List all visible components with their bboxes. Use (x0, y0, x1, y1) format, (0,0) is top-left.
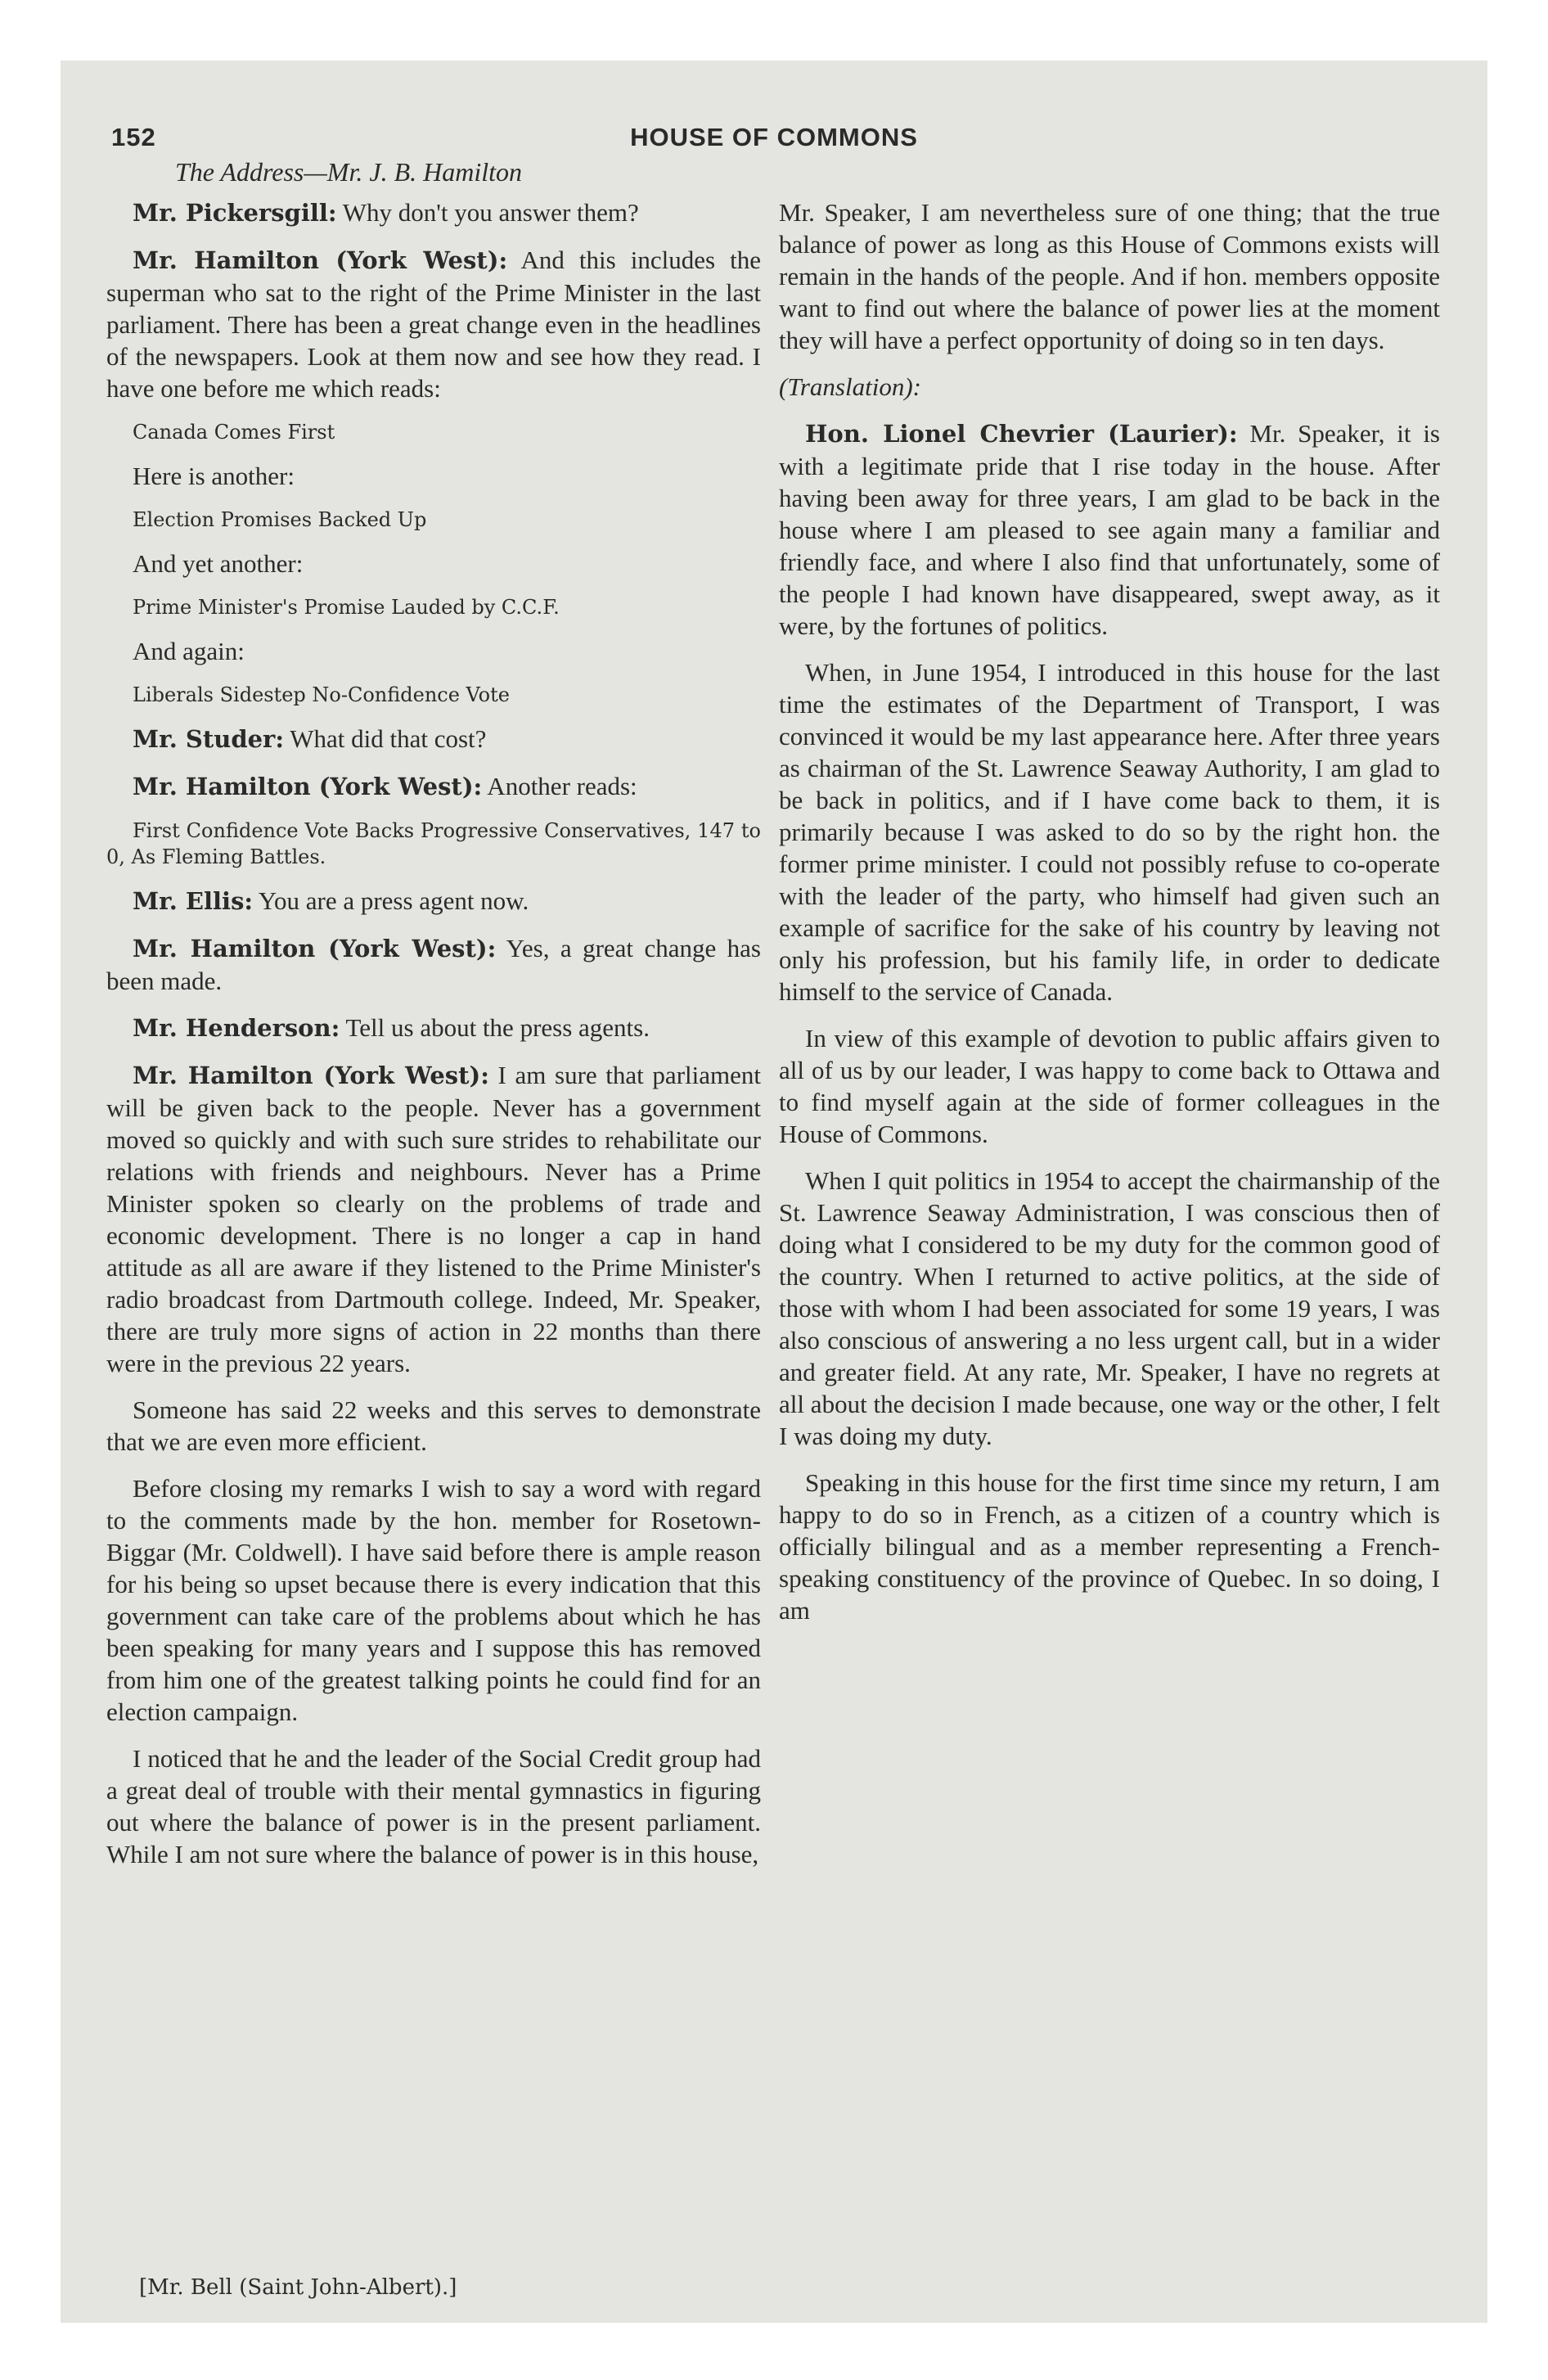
paragraph (106, 1012, 761, 1044)
speaker-name: Mr. Hamilton (York West): (133, 246, 508, 274)
speaker-name: Mr. Ellis: (133, 887, 254, 915)
running-head: The Address—Mr. J. B. Hamilton (175, 157, 522, 187)
paragraph (106, 196, 761, 229)
quoted-headline: Canada Comes First (133, 421, 335, 444)
page (61, 61, 1487, 2323)
paragraph: And again: (133, 637, 245, 665)
translation-note: (Translation): (779, 372, 921, 401)
paragraph: Before closing my remarks I wish to say a word with regard to the comments made by the hon. member for Rosetown-Biggar (Mr. Coldwell). I have said before there is ample reason for his being so upset because there is every indication that this government can take care of the problems about which he has been speaking for many years and I suppose this has removed from him one of the greatest talking points he could find for an election campaign. (106, 1474, 761, 1726)
paragraph (106, 770, 761, 803)
quoted-headline: Prime Minister's Promise Lauded by C.C.F. (133, 596, 560, 619)
page-title: HOUSE OF COMMONS (630, 123, 918, 151)
paragraph: Speaking in this house for the first time since my return, I am happy to do so in French, as a citizen of a country which is officially bilingual and as a member representing a French-speaking constituency of the province of Quebec. In so doing, I am (779, 1468, 1440, 1625)
speech-text: Another reads: (482, 772, 637, 800)
paragraph (106, 244, 761, 404)
speech-text: Why don't you answer them? (336, 198, 639, 227)
paragraph: When, in June 1954, I introduced in this house for the last time the estimates of the Department of Transport, I was convinced it would be my last appearance here. After three years as chairman of the St. Lawrence Seaway Authority, I am glad to be back in politics, and if I have come back to them, it is primarily because I was asked to do so by the right hon. the former prime minister. I could not possibly refuse to co-operate with the leader of the party, who himself had given such an example of sacrifice for the sake of his country by leaving not only his profession, but his family life, in order to dedicate himself to the service of Canada. (779, 658, 1440, 1006)
speech-text: I am sure that parliament will be given back to the people. Never has a government moved so quickly and with such sure strides to rehabilitate our relations with friends and neighbours. Never has a Prime Minister spoken so clearly on the problems of trade and economic development. There is no longer a cap in hand attitude as all are aware if they listened to the Prime Minister's radio broadcast from Dartmouth college. Indeed, Mr. Speaker, there are truly more signs of action in 22 months than there were in the previous 22 years. (106, 1061, 761, 1377)
quoted-headline: Election Promises Backed Up (133, 508, 427, 531)
paragraph (106, 723, 761, 755)
page-number: 152 (111, 123, 156, 151)
page-footer: [Mr. Bell (Saint John-Albert).] (139, 2275, 457, 2300)
speaker-name: Mr. Henderson: (133, 1014, 340, 1042)
speech-text: What did that cost? (284, 724, 487, 753)
paragraph: Here is another: (133, 462, 295, 490)
right-column (779, 196, 1440, 1641)
speaker-name: Mr. Hamilton (York West): (133, 1062, 489, 1089)
left-column (106, 196, 761, 1885)
speaker-name: Mr. Pickersgill: (133, 199, 337, 227)
paragraph: When I quit politics in 1954 to accept the chairmanship of the St. Lawrence Seaway Administration, I was conscious then of doing what I considered to be my duty for the common good of the country. When I returned to active politics, at the side of those with whom I had been associated for some 19 years, I was also conscious of answering a no less urgent call, but in a wider and greater field. At any rate, Mr. Speaker, I have no regrets at all about the decision I made because, one way or the other, I felt I was doing my duty. (779, 1166, 1440, 1450)
paragraph (106, 885, 761, 917)
speaker-name: Mr. Hamilton (York West): (133, 935, 497, 962)
speech-text: Mr. Speaker, it is with a legitimate pride that I rise today in the house. After having been away for three years, I am glad to be back in the house where I am pleased to see again many a familiar and friendly face, and where I also find that unfortunately, some of the people I had known have disappeared, swept away, as it were, by the fortunes of politics. (779, 419, 1440, 640)
paragraph (106, 932, 761, 997)
quoted-headline: Liberals Sidestep No-Confidence Vote (133, 683, 510, 706)
speaker-name: Mr. Studer: (133, 725, 285, 753)
paragraph: And yet another: (133, 549, 304, 578)
paragraph: In view of this example of devotion to public affairs given to all of us by our leader, I was happy to come back to Ottawa and to find myself again at the side of former colleagues in the House of Commons. (779, 1024, 1440, 1148)
speaker-name: Mr. Hamilton (York West): (133, 773, 483, 800)
paragraph: Mr. Speaker, I am nevertheless sure of one thing; that the true balance of power as long as this House of Commons exists will remain in the hands of the people. And if hon. members opposite want to find out where the balance of power lies at the moment they will have a perfect opportunity of doing so in ten days. (779, 198, 1440, 354)
paragraph (779, 417, 1440, 642)
speaker-name: Hon. Lionel Chevrier (Laurier): (805, 420, 1238, 448)
paragraph: I noticed that he and the leader of the Social Credit group had a great deal of trouble with their mental gymnastics in figuring out where the balance of power is in the present parliament. While I am not sure where the balance of power is in this house, (106, 1744, 761, 1868)
speech-text: Yes, a great change has been made. (106, 934, 761, 995)
speech-text: And this includes the superman who sat to the right of the Prime Minister in the last parliament. There has been a great change even in the headlines of the newspapers. Look at them now and see how they read. I have one before me which reads: (106, 246, 761, 403)
quoted-headline: First Confidence Vote Backs Progressive Conservatives, 147 to 0, As Fleming Battles. (106, 819, 761, 868)
paragraph: Someone has said 22 weeks and this serves to demonstrate that we are even more efficient. (106, 1395, 761, 1456)
speech-text: You are a press agent now. (253, 886, 529, 915)
paragraph (106, 1059, 761, 1379)
speech-text: Tell us about the press agents. (340, 1013, 650, 1042)
